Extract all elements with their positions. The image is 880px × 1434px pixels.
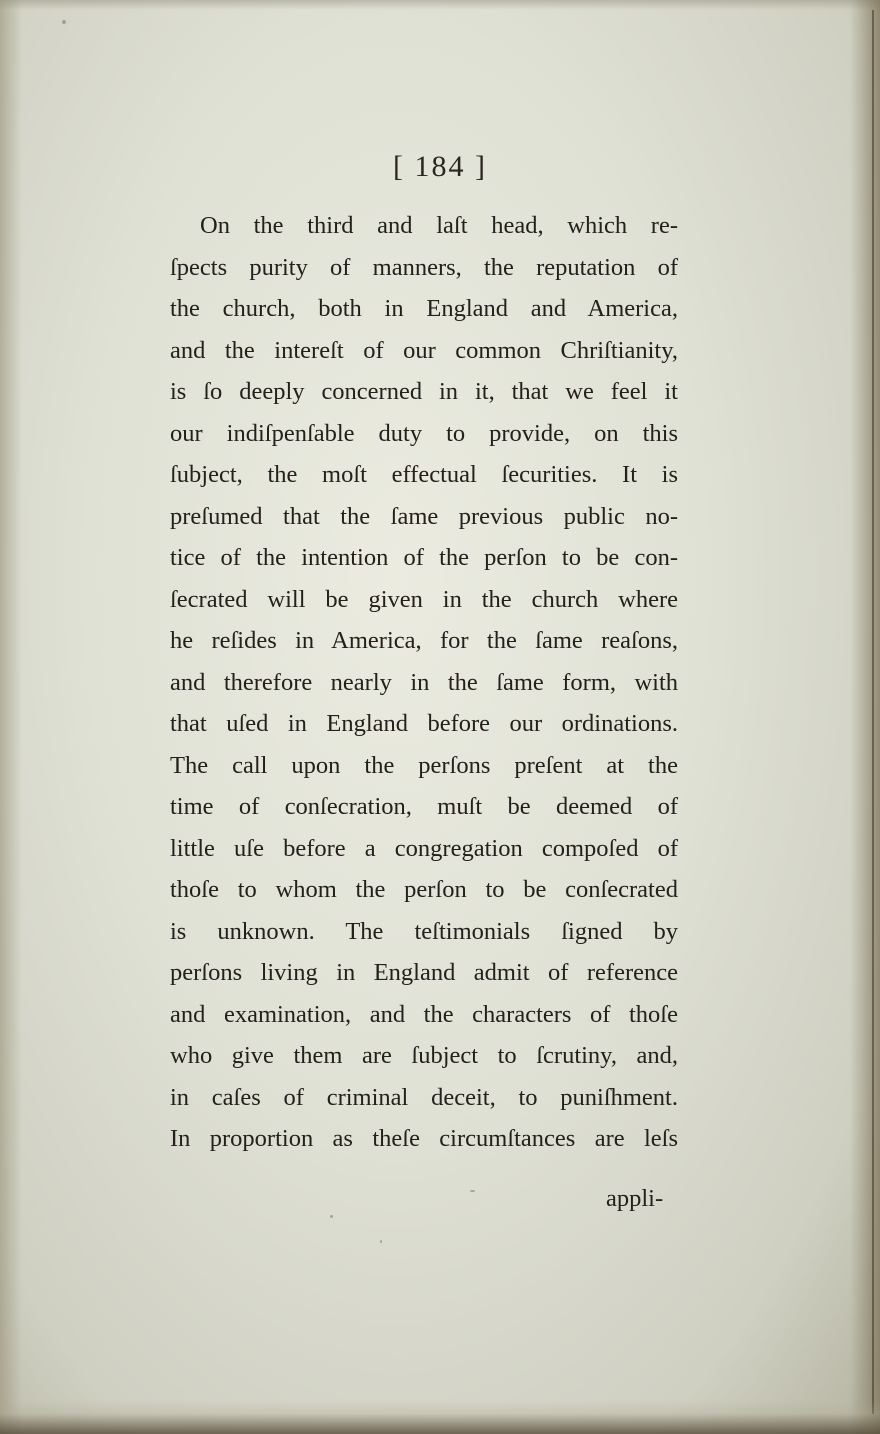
paper-speck: [380, 1240, 382, 1243]
text-line: in caſes of criminal deceit, to puniſhment.: [170, 1083, 678, 1111]
paper-speck: [62, 20, 66, 24]
text-line: ſpects purity of manners, the reputation of: [170, 253, 678, 281]
text-line: is unknown. The teſtimonials ſigned by: [170, 917, 678, 945]
text-line: In proportion as theſe circumſtances are leſs: [170, 1125, 678, 1152]
text-line: preſumed that the ſame previous public no-: [170, 502, 678, 530]
page-bottom-edge: [0, 1400, 880, 1434]
text-line: ſubject, the moſt effectual ſecurities. It is: [170, 461, 678, 488]
page-left-edge: [0, 0, 22, 1434]
page-right-edge-line: [872, 10, 874, 1414]
paper-speck: [470, 1190, 475, 1192]
paper-speck: [330, 1215, 333, 1218]
text-line: time of conſecration, muſt be deemed of: [170, 793, 678, 820]
text-line: little uſe before a congregation compoſed of: [170, 834, 678, 862]
text-line: he reſides in America, for the ſame reaſons,: [170, 627, 678, 654]
text-line: that uſed in England before our ordinations.: [170, 710, 678, 737]
text-line: who give them are ſubject to ſcrutiny, and,: [170, 1042, 678, 1069]
page-number-label: [ 184 ]: [393, 150, 487, 183]
body-text: [170, 205, 678, 1160]
text-line: our indiſpenſable duty to provide, on this: [170, 419, 678, 447]
page-number: [0, 150, 880, 184]
text-line: tice of the intention of the perſon to be con-: [170, 544, 678, 571]
text-line: The call upon the perſons preſent at the: [170, 751, 678, 779]
text-line: perſons living in England admit of reference: [170, 959, 678, 986]
text-line: thoſe to whom the perſon to be conſecrated: [170, 876, 678, 903]
page-top-edge: [0, 0, 880, 10]
text-line: and the intereſt of our common Chriſtianity,: [170, 336, 678, 364]
text-line: the church, both in England and America,: [170, 295, 678, 322]
text-line: and therefore nearly in the ſame form, with: [170, 668, 678, 696]
text-line: and examination, and the characters of thoſe: [170, 1000, 678, 1028]
text-line: On the third and laſt head, which re-: [200, 212, 678, 239]
page-right-edge: [850, 0, 880, 1434]
text-line: ſecrated will be given in the church where: [170, 585, 678, 613]
text-line: is ſo deeply concerned in it, that we feel it: [170, 378, 678, 405]
catchword: appli-: [606, 1185, 664, 1212]
